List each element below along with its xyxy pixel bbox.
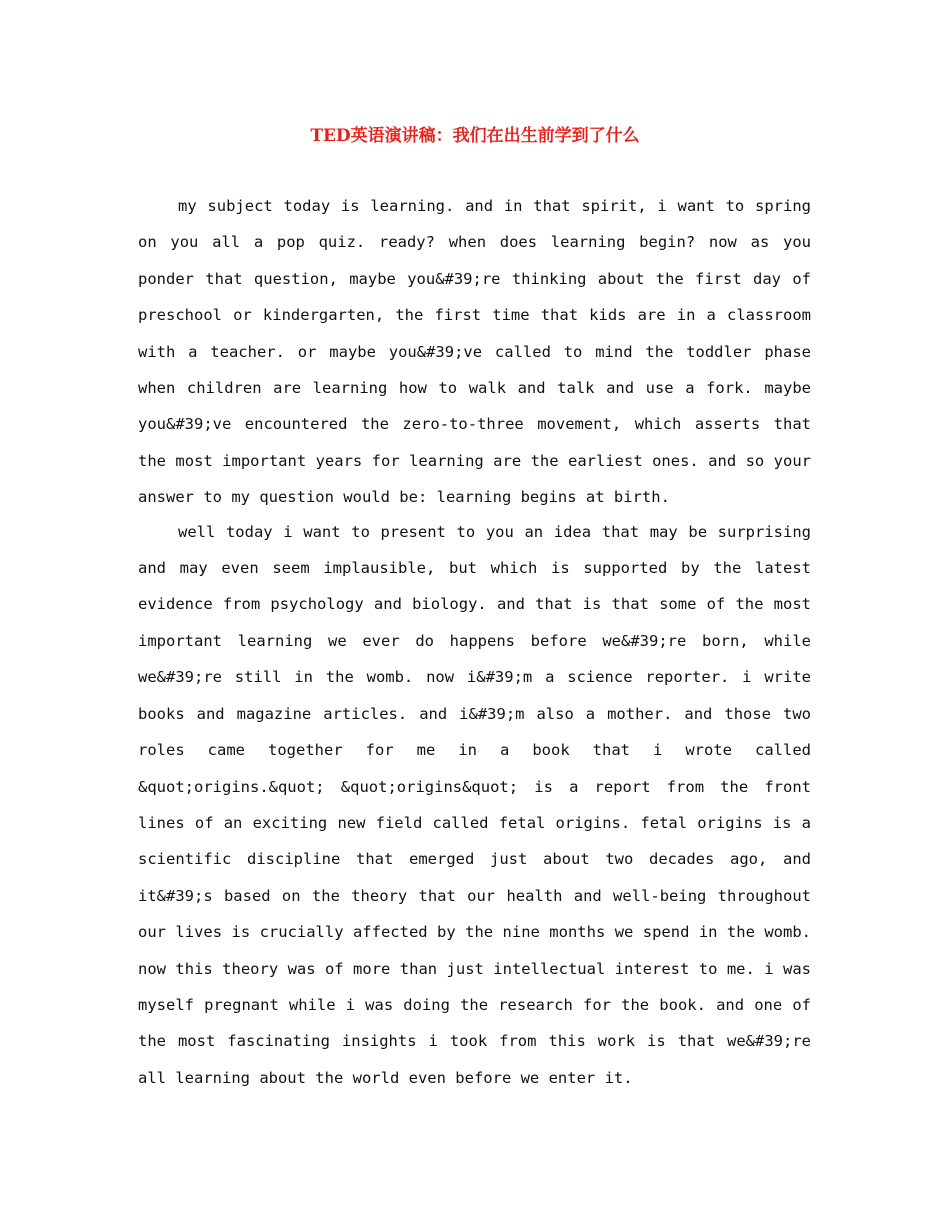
document-body bbox=[138, 188, 811, 1096]
paragraph-1: my subject today is learning. and in that spirit, i want to spring on you all a pop quiz. ready? when does learning begin? now as you ponder that question, maybe you&#39;re thinking about the first day of preschool or kindergarten, the first time that kids are in a classroom with a teacher. or maybe you&#39;ve called to mind the toddler phase when children are learning how to walk and talk and use a fork. maybe you&#39;ve encountered the zero-to-three movement, which asserts that the most important years for learning are the earliest ones. and so your answer to my question would be: learning begins at birth. bbox=[138, 197, 811, 507]
paragraph-2: well today i want to present to you an idea that may be surprising and may even seem implausible, but which is supported by the latest evidence from psychology and biology. and that is that some of the most important learning we ever do happens before we&#39;re born, while we&#39;re still in the womb. now i&#39;m a science reporter. i write books and magazine articles. and i&#39;m also a mother. and those two roles came together for me in a book that i wrote called &quot;origins.&quot; &quot;origins&quot; is a report from the front lines of an exciting new field called fetal origins. fetal origins is a scientific discipline that emerged just about two decades ago, and it&#39;s based on the theory that our health and well-being throughout our lives is crucially affected by the nine months we spend in the womb. now this theory was of more than just intellectual interest to me. i was myself pregnant while i was doing the research for the book. and one of the most fascinating insights i took from this work is that we&#39;re all learning about the world even before we enter it. bbox=[138, 522, 811, 1087]
document-title: TED英语演讲稿：我们在出生前学到了什么 bbox=[310, 126, 640, 146]
